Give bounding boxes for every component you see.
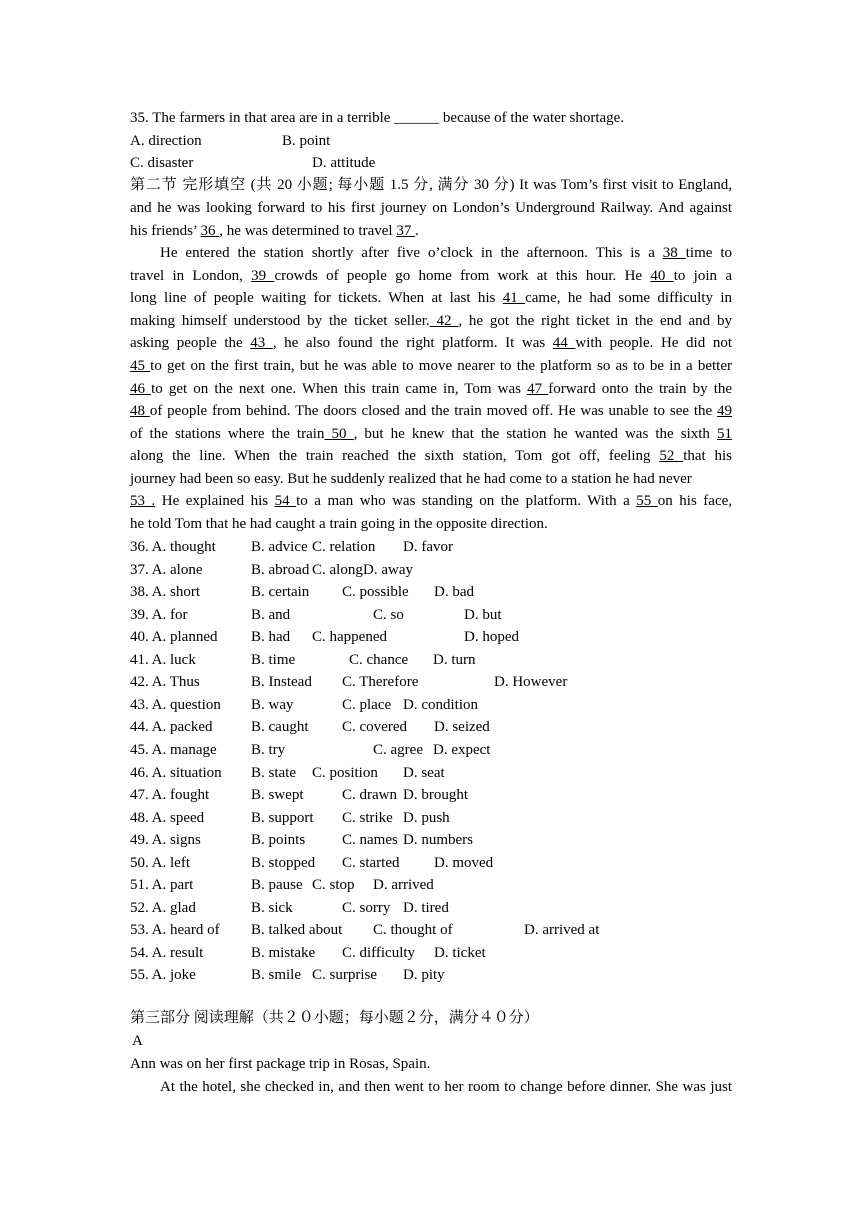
blank-42: 42 <box>429 313 459 329</box>
option-a: 48. A. speed <box>130 809 205 826</box>
option-c: C. sorry <box>342 899 391 916</box>
option-b: B. talked about <box>251 922 343 939</box>
option-b: B. points <box>251 832 306 849</box>
option-d: D. seat <box>403 764 445 781</box>
option-c: C. covered <box>342 719 407 736</box>
option-c: C. names <box>342 832 398 849</box>
option-c: C. thought of <box>373 922 453 939</box>
option-d: D. arrived at <box>524 922 600 939</box>
cloze-line: 46 to get on the next one. When this train came in, Tom was 47 forward onto the train by the <box>130 381 733 397</box>
blank-55: 55 <box>636 493 658 509</box>
cloze-line: of the stations where the train 50 , but he knew that the station he wanted was the sixth 51 <box>130 426 732 442</box>
option-b: B. caught <box>251 719 309 736</box>
q35-stem: 35. The farmers in that area are in a terrible ______ because of the water shortage. <box>130 110 625 126</box>
blank-43: 43 <box>250 335 273 351</box>
option-c: C. place <box>342 696 392 713</box>
blank-54: 54 <box>274 493 297 509</box>
option-b: B. try <box>251 741 286 758</box>
option-a: 54. A. result <box>130 944 204 961</box>
option-b: B. way <box>251 696 294 713</box>
option-a: 46. A. situation <box>130 764 222 781</box>
q35-option-b: B. point <box>282 133 331 149</box>
option-a: 38. A. short <box>130 584 201 601</box>
blank-50: 50 <box>324 426 354 442</box>
option-a: 50. A. left <box>130 854 190 871</box>
blank-46: 46 <box>130 381 152 397</box>
option-c: C. possible <box>342 584 409 601</box>
option-d: D. condition <box>403 696 478 713</box>
option-d: D. seized <box>434 719 490 736</box>
blank-45: 45 <box>130 358 151 374</box>
option-d: D. hoped <box>464 629 519 646</box>
option-d: D. expect <box>433 741 491 758</box>
section-label: A <box>132 1033 143 1049</box>
option-a: 42. A. Thus <box>130 674 200 691</box>
blank-51: 51 <box>717 426 732 442</box>
blank-44: 44 <box>552 335 576 351</box>
option-a: 36. A. thought <box>130 539 216 555</box>
option-d: D. numbers <box>403 832 473 849</box>
option-a: 49. A. signs <box>130 832 201 849</box>
blank-52: 52 <box>659 448 684 464</box>
option-c: C. happened <box>312 629 387 646</box>
option-a: 44. A. packed <box>130 719 213 736</box>
blank-41: 41 <box>502 290 526 306</box>
option-c: C. position <box>312 764 378 781</box>
option-c: C. strike <box>342 809 393 826</box>
option-c: C. so <box>373 606 404 623</box>
option-c: C. along <box>312 561 363 578</box>
option-d: D. tired <box>403 899 449 916</box>
cloze-line: making himself understood by the ticket seller. 42 , he got the right ticket in the end and by <box>130 313 732 329</box>
option-b: B. pause <box>251 877 303 894</box>
option-a: 47. A. fought <box>130 787 210 804</box>
cloze-line: long line of people waiting for tickets. When at last his 41 came, he had some difficulty in <box>130 290 733 306</box>
option-d: D. ticket <box>434 944 486 961</box>
option-b: B. abroad <box>251 561 310 578</box>
q35-option-d: D. attitude <box>312 155 376 171</box>
blank-40: 40 <box>650 268 674 284</box>
option-a: 37. A. alone <box>130 561 203 578</box>
option-c: C. started <box>342 854 400 871</box>
option-c: C. chance <box>349 651 409 668</box>
option-b: B. advice <box>251 539 308 555</box>
option-c: C. agree <box>373 741 423 758</box>
option-a: 41. A. luck <box>130 651 196 668</box>
option-d: D. turn <box>433 651 476 668</box>
option-b: B. Instead <box>251 674 312 691</box>
option-d: D. but <box>464 606 502 623</box>
cloze-line: 53 . He explained his 54 to a man who was standing on the platform. With a 55 on his face, <box>130 493 733 509</box>
option-a: 55. A. joke <box>130 967 196 984</box>
option-b: B. smile <box>251 967 302 984</box>
option-b: B. mistake <box>251 944 316 961</box>
cloze-line: 48 of people from behind. The doors closed and the train moved off. He was unable to see the 49 <box>130 403 733 419</box>
option-c: C. drawn <box>342 787 397 804</box>
option-a: 52. A. glad <box>130 899 196 916</box>
cloze-line: He entered the station shortly after five o’clock in the afternoon. This is a 38 time to <box>160 245 732 261</box>
option-b: B. swept <box>251 787 304 804</box>
option-a: 53. A. heard of <box>130 922 220 939</box>
option-b: B. support <box>251 809 314 826</box>
option-d: D. away <box>363 561 413 578</box>
option-c: C. stop <box>312 877 355 894</box>
option-a: 40. A. planned <box>130 629 218 646</box>
blank-39: 39 <box>251 268 275 284</box>
option-c: C. surprise <box>312 967 377 984</box>
option-d: D. moved <box>434 854 494 871</box>
option-d: D. pity <box>403 967 445 984</box>
option-c: C. difficulty <box>342 944 416 961</box>
reading-paragraph: Ann was on her first package trip in Rosas, Spain. <box>130 1056 431 1072</box>
option-b: B. time <box>251 651 296 668</box>
option-d: D. However <box>494 674 568 691</box>
blank-48: 48 <box>130 403 150 419</box>
option-a: 51. A. part <box>130 877 194 894</box>
cloze-line: 45 to get on the first train, but he was able to move nearer to the platform so as to be in a better <box>130 358 732 374</box>
cloze-line: asking people the 43 , he also found the right platform. It was 44 with people. He did not <box>130 335 732 351</box>
option-d: D. favor <box>403 539 453 555</box>
blank-47: 47 <box>527 381 549 397</box>
cloze-line: along the line. When the train reached the sixth station, Tom got off, feeling 52 that his <box>130 448 733 464</box>
option-b: B. had <box>251 629 291 646</box>
option-a: 39. A. for <box>130 606 188 623</box>
cloze-line: his friends’ 36 , he was determined to travel 37 . <box>130 223 419 239</box>
blank-49: 49 <box>717 403 733 419</box>
option-b: B. stopped <box>251 854 316 871</box>
option-d: D. bad <box>434 584 474 601</box>
option-b: B. and <box>251 606 291 623</box>
q35-option-a: A. direction <box>130 133 202 149</box>
blank-36: 36 <box>200 223 220 239</box>
blank-38: 38 <box>662 245 686 261</box>
blank-53: 53 . <box>130 493 156 509</box>
option-a: 43. A. question <box>130 696 221 713</box>
cloze-line: he told Tom that he had caught a train going in the opposite direction. <box>130 516 548 532</box>
option-d: D. push <box>403 809 450 826</box>
reading-header: 第三部分 阅读理解（共２０小题；每小题２分，满分４０分） <box>130 1010 539 1026</box>
cloze-header: 第二节 完形填空 (共 20 小题; 每小题 1.5 分, 满分 30 分) It was Tom’s first visit to England, <box>130 177 732 193</box>
option-b: B. certain <box>251 584 310 601</box>
option-a: 45. A. manage <box>130 741 217 758</box>
cloze-line: travel in London, 39 crowds of people go home from work at this hour. He 40 to join a <box>130 268 732 284</box>
option-b: B. sick <box>251 899 293 916</box>
reading-paragraph: At the hotel, she checked in, and then went to her room to change before dinner. She was just <box>160 1079 732 1095</box>
cloze-line: and he was looking forward to his first journey on London’s Underground Railway. And against <box>130 200 732 216</box>
option-c: C. relation <box>312 539 376 555</box>
option-c: C. Therefore <box>342 674 419 691</box>
q35-option-c: C. disaster <box>130 155 194 171</box>
option-d: D. brought <box>403 787 468 804</box>
cloze-line: journey had been so easy. But he suddenly realized that he had come to a station he had never <box>130 471 692 487</box>
blank-37: 37 <box>396 223 416 239</box>
option-d: D. arrived <box>373 877 434 894</box>
option-b: B. state <box>251 764 296 781</box>
